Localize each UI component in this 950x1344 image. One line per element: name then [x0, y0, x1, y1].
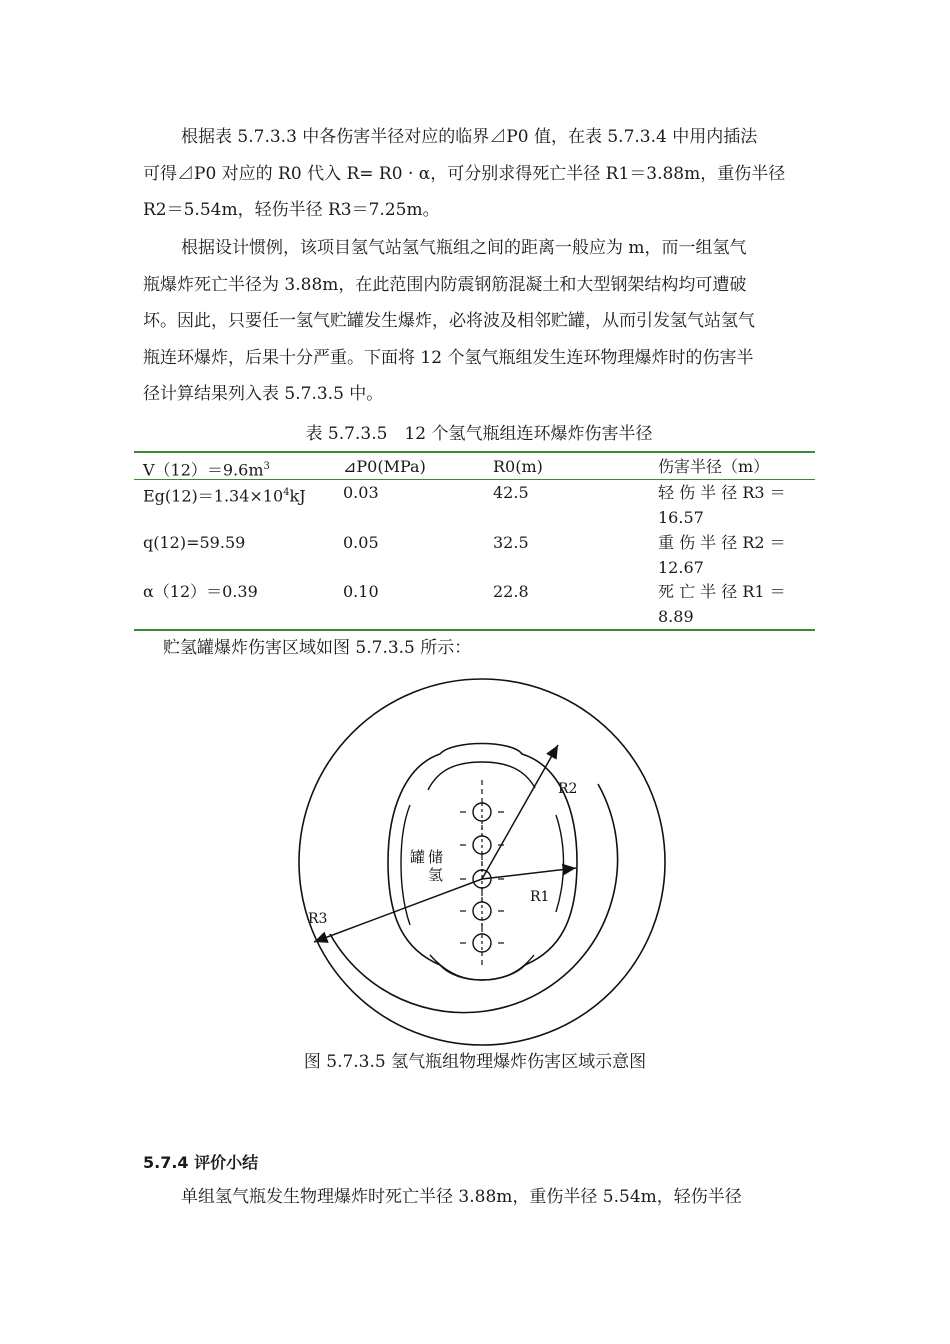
center-label: 氢	[428, 866, 444, 884]
table-header-radius: 伤害半径（m）	[658, 457, 770, 476]
table-cell: 32.5	[493, 533, 529, 552]
r2-label: R2	[558, 781, 578, 797]
paragraph-4: 单组氢气瓶发生物理爆炸时死亡半径 3.88m，重伤半径 5.54m，轻伤半径	[181, 1187, 742, 1207]
table-cell: α（12）＝0.39	[143, 582, 258, 601]
table-cell: 死 亡 半 径 R1 ＝ 8.89	[658, 582, 786, 626]
table-header-pressure: ⊿P0(MPa)	[343, 457, 426, 476]
table-top-rule	[134, 451, 815, 453]
r1-label: R1	[530, 889, 550, 905]
paragraph-2	[143, 230, 808, 413]
table-cell-energy: $Eg(12)=1.34\times 10^4kJ$	[143, 486, 306, 506]
table-cell: 0.10	[343, 582, 379, 601]
table-header-r0: R0(m)	[493, 457, 543, 476]
inner-arc-bottom	[430, 955, 534, 980]
paragraph-line: 径计算结果列入表 5.7.3.5 中。	[143, 384, 384, 404]
table-cell: 0.05	[343, 533, 379, 552]
paragraph-line: 瓶爆炸死亡半径为 3.88m，在此范围内防震钢筋混凝土和大型钢架结构均可遭破	[143, 274, 747, 295]
center-label: 储	[428, 848, 444, 866]
table-cell: 22.8	[493, 582, 529, 601]
figure-caption: 图 5.7.3.5 氢气瓶组物理爆炸伤害区域示意图	[303, 1052, 647, 1072]
table-caption: 表 5.7.3.5 12 个氢气瓶组连环爆炸伤害半径	[305, 424, 653, 444]
center-label: 罐	[410, 848, 426, 866]
table-cell: 轻 伤 半 径 R3 ＝ 16.57	[658, 483, 786, 527]
paragraph-line: 根据设计惯例，该项目氢气站氢气瓶组之间的距离一般应为 m，而一组氢气	[181, 238, 747, 258]
explosion-zone-diagram	[295, 672, 675, 1052]
paragraph-line: 根据表 5.7.3.3 中各伤害半径对应的临界⊿P0 值，在表 5.7.3.4 中用内插法	[181, 127, 758, 147]
paragraph-line: 可得⊿P0 对应的 R0 代入 R= R0 · α，可分别求得死亡半径 R1＝3.88m，重伤半径	[143, 163, 786, 184]
paragraph-line: 瓶连环爆炸，后果十分严重。下面将 12 个氢气瓶组发生连环物理爆炸时的伤害半	[143, 347, 754, 368]
table-cell: 0.03	[343, 483, 379, 502]
table-cell: 42.5	[493, 483, 529, 502]
r3-arrow	[314, 879, 482, 942]
r3-label: R3	[308, 911, 328, 927]
paragraph-line: R2＝5.54m，轻伤半径 R3＝7.25m。	[143, 200, 440, 220]
table-cell: 重 伤 半 径 R2 ＝ 12.67	[658, 533, 786, 577]
paragraph-1	[143, 119, 808, 229]
inner-arc-right	[556, 815, 564, 912]
figure-intro: 贮氢罐爆炸伤害区域如图 5.7.3.5 所示：	[163, 638, 472, 658]
table-cell: q(12)=59.59	[143, 533, 246, 552]
table-header-volume: $V(12)=9.6m^3$	[143, 460, 270, 480]
section-heading: 5.7.4 评价小结	[143, 1153, 259, 1172]
r2-arrow	[482, 745, 558, 879]
r1-arrow	[482, 868, 576, 879]
inner-arc-top	[428, 762, 535, 790]
paragraph-line: 坏。因此，只要任一氢气贮罐发生爆炸，必将波及相邻贮罐，从而引发氢气站氢气	[143, 311, 755, 331]
